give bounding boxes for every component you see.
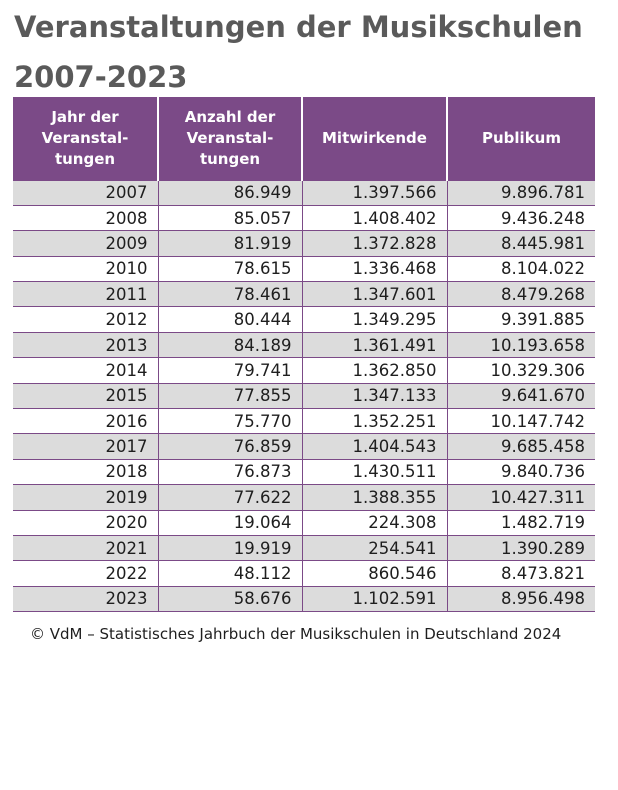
cell-audience: 1.482.719 bbox=[447, 510, 595, 535]
table-row bbox=[13, 307, 595, 332]
cell-event-count: 77.855 bbox=[158, 383, 302, 408]
cell-event-count: 75.770 bbox=[158, 409, 302, 434]
cell-event-count: 76.873 bbox=[158, 459, 302, 484]
table-row bbox=[13, 561, 595, 586]
table-row bbox=[13, 282, 595, 307]
cell-event-count: 81.919 bbox=[158, 231, 302, 256]
cell-year: 2007 bbox=[13, 180, 158, 205]
cell-audience: 9.685.458 bbox=[447, 434, 595, 459]
table-row bbox=[13, 383, 595, 408]
table-row bbox=[13, 231, 595, 256]
title-line-2: 2007-2023 bbox=[14, 60, 188, 94]
cell-audience: 1.390.289 bbox=[447, 535, 595, 560]
cell-event-count: 48.112 bbox=[158, 561, 302, 586]
cell-event-count: 85.057 bbox=[158, 205, 302, 230]
cell-audience: 9.896.781 bbox=[447, 180, 595, 205]
table-row bbox=[13, 205, 595, 230]
cell-year: 2021 bbox=[13, 535, 158, 560]
col-header-event-count bbox=[158, 97, 302, 180]
cell-year: 2020 bbox=[13, 510, 158, 535]
cell-audience: 10.147.742 bbox=[447, 409, 595, 434]
cell-participants: 860.546 bbox=[302, 561, 447, 586]
cell-event-count: 84.189 bbox=[158, 332, 302, 357]
cell-audience: 10.427.311 bbox=[447, 485, 595, 510]
cell-participants: 1.388.355 bbox=[302, 485, 447, 510]
table-row bbox=[13, 485, 595, 510]
cell-audience: 8.445.981 bbox=[447, 231, 595, 256]
cell-audience: 8.473.821 bbox=[447, 561, 595, 586]
cell-participants: 1.361.491 bbox=[302, 332, 447, 357]
cell-participants: 1.430.511 bbox=[302, 459, 447, 484]
cell-participants: 224.308 bbox=[302, 510, 447, 535]
header-line: Anzahl der bbox=[184, 107, 276, 126]
cell-event-count: 79.741 bbox=[158, 358, 302, 383]
cell-event-count: 19.919 bbox=[158, 535, 302, 560]
cell-participants: 1.347.133 bbox=[302, 383, 447, 408]
cell-event-count: 58.676 bbox=[158, 586, 302, 611]
cell-participants: 1.336.468 bbox=[302, 256, 447, 281]
table-row bbox=[13, 535, 595, 560]
table-row bbox=[13, 332, 595, 357]
cell-audience: 8.956.498 bbox=[447, 586, 595, 611]
col-header-year bbox=[13, 97, 158, 180]
cell-event-count: 86.949 bbox=[158, 180, 302, 205]
table-body bbox=[13, 180, 595, 612]
cell-participants: 1.102.591 bbox=[302, 586, 447, 611]
table-row bbox=[13, 586, 595, 611]
cell-year: 2014 bbox=[13, 358, 158, 383]
table-row bbox=[13, 434, 595, 459]
cell-participants: 1.362.850 bbox=[302, 358, 447, 383]
header-line: Mitwirkende bbox=[322, 128, 427, 147]
cell-event-count: 19.064 bbox=[158, 510, 302, 535]
table-row bbox=[13, 358, 595, 383]
cell-year: 2023 bbox=[13, 586, 158, 611]
header-line: Veranstal- bbox=[41, 128, 129, 147]
cell-year: 2011 bbox=[13, 282, 158, 307]
header-line: tungen bbox=[199, 149, 261, 168]
cell-audience: 10.329.306 bbox=[447, 358, 595, 383]
cell-audience: 8.104.022 bbox=[447, 256, 595, 281]
cell-year: 2015 bbox=[13, 383, 158, 408]
cell-event-count: 76.859 bbox=[158, 434, 302, 459]
cell-participants: 1.372.828 bbox=[302, 231, 447, 256]
cell-event-count: 77.622 bbox=[158, 485, 302, 510]
col-header-participants bbox=[302, 97, 447, 180]
cell-event-count: 78.461 bbox=[158, 282, 302, 307]
page-title bbox=[14, 2, 604, 102]
cell-event-count: 78.615 bbox=[158, 256, 302, 281]
cell-year: 2012 bbox=[13, 307, 158, 332]
cell-year: 2010 bbox=[13, 256, 158, 281]
cell-participants: 1.347.601 bbox=[302, 282, 447, 307]
header-line: Veranstal- bbox=[186, 128, 274, 147]
cell-audience: 9.436.248 bbox=[447, 205, 595, 230]
col-header-audience bbox=[447, 97, 595, 180]
cell-year: 2019 bbox=[13, 485, 158, 510]
cell-participants: 1.408.402 bbox=[302, 205, 447, 230]
table-header-row bbox=[13, 97, 595, 180]
cell-audience: 10.193.658 bbox=[447, 332, 595, 357]
header-line: Jahr der bbox=[51, 107, 119, 126]
cell-participants: 1.352.251 bbox=[302, 409, 447, 434]
cell-year: 2013 bbox=[13, 332, 158, 357]
table-row bbox=[13, 459, 595, 484]
cell-audience: 9.840.736 bbox=[447, 459, 595, 484]
cell-year: 2009 bbox=[13, 231, 158, 256]
cell-event-count: 80.444 bbox=[158, 307, 302, 332]
cell-year: 2022 bbox=[13, 561, 158, 586]
table-row bbox=[13, 256, 595, 281]
table-row bbox=[13, 180, 595, 205]
source-note: © VdM – Statistisches Jahrbuch der Musikschulen in Deutschland 2024 bbox=[30, 625, 562, 643]
cell-year: 2008 bbox=[13, 205, 158, 230]
cell-year: 2018 bbox=[13, 459, 158, 484]
cell-audience: 8.479.268 bbox=[447, 282, 595, 307]
cell-participants: 1.349.295 bbox=[302, 307, 447, 332]
table-header bbox=[13, 97, 595, 180]
cell-audience: 9.391.885 bbox=[447, 307, 595, 332]
table-row bbox=[13, 510, 595, 535]
cell-participants: 1.404.543 bbox=[302, 434, 447, 459]
header-line: tungen bbox=[54, 149, 116, 168]
title-line-1: Veranstaltungen der Musikschulen bbox=[14, 10, 583, 44]
cell-year: 2017 bbox=[13, 434, 158, 459]
cell-audience: 9.641.670 bbox=[447, 383, 595, 408]
cell-year: 2016 bbox=[13, 409, 158, 434]
events-table bbox=[13, 97, 595, 612]
cell-participants: 1.397.566 bbox=[302, 180, 447, 205]
cell-participants: 254.541 bbox=[302, 535, 447, 560]
header-line: Publikum bbox=[482, 128, 561, 147]
table-row bbox=[13, 409, 595, 434]
